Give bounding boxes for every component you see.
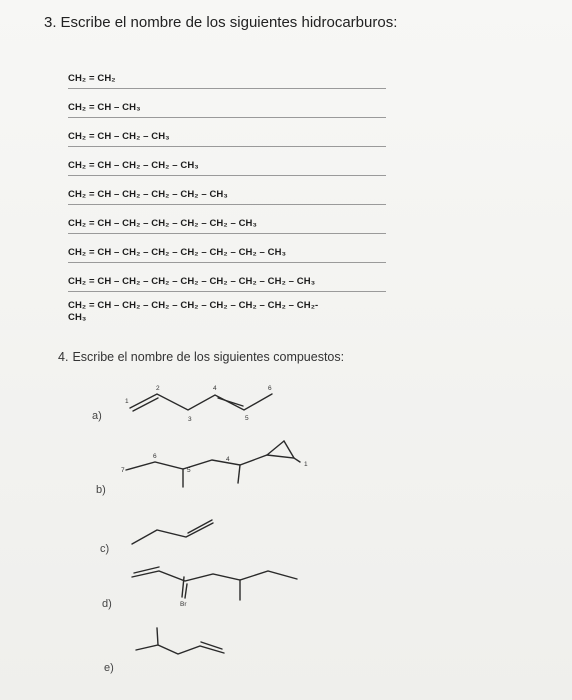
item-b-label: b) [96, 484, 106, 496]
item-c-label: c) [100, 543, 110, 555]
structure-e [136, 628, 224, 654]
locant-a-4: 4 [213, 385, 217, 392]
question-4-number: 4. [58, 350, 69, 364]
formula-line: CH₂ = CH – CH₃ [68, 97, 386, 118]
question-4-prompt: Escribe el nombre de los siguientes compuestos: [72, 350, 345, 364]
formula-line: CH₂ = CH – CH₂ – CH₂ – CH₂ – CH₂ – CH₂ – CH₂ – CH₃ [68, 271, 386, 292]
locant-a-1: 1 [125, 398, 129, 405]
structure-b [126, 441, 300, 487]
question-3-number: 3. [44, 14, 57, 31]
structure-d [132, 567, 297, 600]
formula-line-part-1: CH₂ = CH – CH₂ – CH₂ – CH₂ – CH₂ – CH₂ – CH₂ – CH₂- [68, 300, 319, 311]
locant-a-6: 6 [268, 385, 272, 392]
item-a-label: a) [92, 410, 102, 422]
locant-b-6: 6 [153, 453, 157, 460]
formula-line: CH₂ = CH – CH₂ – CH₂ – CH₂ – CH₂ – CH₃ [68, 213, 386, 234]
item-e-label: e) [104, 662, 114, 674]
locant-a-2: 2 [156, 385, 160, 392]
substituent-br: Br [180, 601, 187, 608]
structure-c [132, 520, 213, 544]
locant-b-4: 4 [226, 456, 230, 463]
locant-b-1: 1 [304, 461, 308, 468]
formula-line: CH₂ = CH – CH₂ – CH₂ – CH₂ – CH₂ – CH₂ – CH₃ [68, 242, 386, 263]
formula-line-part-2: CH₃ [68, 312, 87, 323]
locant-b-7: 7 [121, 467, 125, 474]
locant-a-5: 5 [245, 415, 249, 422]
structure-a [130, 394, 272, 411]
formula-line: CH₂ = CH₂ [68, 68, 386, 89]
formula-line: CH₂ = CH – CH₂ – CH₃ [68, 126, 386, 147]
item-d-label: d) [102, 598, 112, 610]
question-3-prompt: Escribe el nombre de los siguientes hidrocarburos: [60, 14, 398, 31]
formula-line: CH₂ = CH – CH₂ – CH₂ – CH₂ – CH₃ [68, 184, 386, 205]
locant-b-5: 5 [187, 467, 191, 474]
locant-a-3: 3 [188, 416, 192, 423]
formula-line: CH₂ = CH – CH₂ – CH₂ – CH₃ [68, 155, 386, 176]
